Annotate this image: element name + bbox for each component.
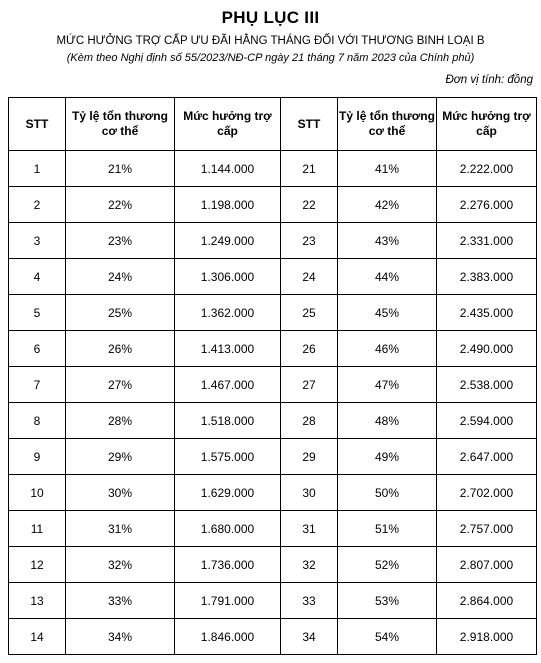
- cell-allowance: 2.276.000: [437, 187, 537, 223]
- cell-stt: 24: [281, 259, 338, 295]
- cell-stt: 7: [9, 367, 66, 403]
- cell-allowance: 1.680.000: [175, 511, 281, 547]
- cell-injury-rate: 31%: [66, 511, 175, 547]
- decree-note: (Kèm theo Nghị định số 55/2023/NĐ-CP ngày 21 tháng 7 năm 2023 của Chính phủ): [66, 52, 475, 64]
- table-row: [9, 511, 537, 547]
- table-row: [9, 475, 537, 511]
- table-row: [9, 547, 537, 583]
- cell-injury-rate: 42%: [338, 187, 437, 223]
- table-row: [9, 259, 537, 295]
- cell-injury-rate: 32%: [66, 547, 175, 583]
- cell-stt: 6: [9, 331, 66, 367]
- cell-stt: 14: [9, 619, 66, 655]
- cell-stt: 10: [9, 475, 66, 511]
- cell-injury-rate: 41%: [338, 151, 437, 187]
- cell-injury-rate: 22%: [66, 187, 175, 223]
- cell-stt: 27: [281, 367, 338, 403]
- allowance-table: [8, 97, 537, 655]
- cell-stt: 1: [9, 151, 66, 187]
- cell-stt: 26: [281, 331, 338, 367]
- cell-allowance: 2.918.000: [437, 619, 537, 655]
- cell-stt: 21: [281, 151, 338, 187]
- cell-stt: 22: [281, 187, 338, 223]
- header-stt: STT: [281, 98, 338, 151]
- cell-allowance: 1.736.000: [175, 547, 281, 583]
- cell-injury-rate: 24%: [66, 259, 175, 295]
- cell-stt: 25: [281, 295, 338, 331]
- cell-allowance: 1.518.000: [175, 403, 281, 439]
- cell-injury-rate: 30%: [66, 475, 175, 511]
- cell-stt: 29: [281, 439, 338, 475]
- cell-injury-rate: 28%: [66, 403, 175, 439]
- cell-injury-rate: 50%: [338, 475, 437, 511]
- cell-injury-rate: 25%: [66, 295, 175, 331]
- unit-label: Đơn vị tính: đồng: [445, 74, 533, 86]
- cell-injury-rate: 54%: [338, 619, 437, 655]
- cell-stt: 32: [281, 547, 338, 583]
- cell-allowance: 1.144.000: [175, 151, 281, 187]
- cell-stt: 8: [9, 403, 66, 439]
- cell-stt: 2: [9, 187, 66, 223]
- cell-stt: 3: [9, 223, 66, 259]
- cell-injury-rate: 46%: [338, 331, 437, 367]
- cell-allowance: 1.362.000: [175, 295, 281, 331]
- cell-allowance: 1.198.000: [175, 187, 281, 223]
- header-injury-rate: Tỷ lệ tổn thương cơ thể: [338, 98, 437, 151]
- cell-injury-rate: 53%: [338, 583, 437, 619]
- cell-stt: 12: [9, 547, 66, 583]
- cell-injury-rate: 44%: [338, 259, 437, 295]
- cell-allowance: 1.791.000: [175, 583, 281, 619]
- cell-injury-rate: 48%: [338, 403, 437, 439]
- cell-allowance: 2.807.000: [437, 547, 537, 583]
- table-row: [9, 619, 537, 655]
- cell-injury-rate: 33%: [66, 583, 175, 619]
- cell-allowance: 2.647.000: [437, 439, 537, 475]
- cell-injury-rate: 51%: [338, 511, 437, 547]
- cell-injury-rate: 49%: [338, 439, 437, 475]
- cell-stt: 31: [281, 511, 338, 547]
- cell-stt: 30: [281, 475, 338, 511]
- cell-injury-rate: 27%: [66, 367, 175, 403]
- cell-allowance: 1.575.000: [175, 439, 281, 475]
- cell-stt: 33: [281, 583, 338, 619]
- cell-allowance: 2.490.000: [437, 331, 537, 367]
- cell-injury-rate: 45%: [338, 295, 437, 331]
- cell-stt: 28: [281, 403, 338, 439]
- table-row: [9, 223, 537, 259]
- header-allowance: Mức hưởng trợ cấp: [175, 98, 281, 151]
- cell-allowance: 2.864.000: [437, 583, 537, 619]
- table-row: [9, 295, 537, 331]
- cell-stt: 34: [281, 619, 338, 655]
- table-row: [9, 367, 537, 403]
- table-row: [9, 439, 537, 475]
- cell-stt: 9: [9, 439, 66, 475]
- cell-stt: 5: [9, 295, 66, 331]
- header-allowance: Mức hưởng trợ cấp: [437, 98, 537, 151]
- cell-allowance: 1.249.000: [175, 223, 281, 259]
- cell-injury-rate: 43%: [338, 223, 437, 259]
- header-injury-rate: Tỷ lệ tổn thương cơ thể: [66, 98, 175, 151]
- cell-stt: 13: [9, 583, 66, 619]
- cell-injury-rate: 29%: [66, 439, 175, 475]
- cell-stt: 23: [281, 223, 338, 259]
- cell-injury-rate: 26%: [66, 331, 175, 367]
- cell-allowance: 2.435.000: [437, 295, 537, 331]
- cell-allowance: 2.331.000: [437, 223, 537, 259]
- cell-injury-rate: 23%: [66, 223, 175, 259]
- cell-injury-rate: 52%: [338, 547, 437, 583]
- cell-allowance: 1.846.000: [175, 619, 281, 655]
- table-row: [9, 583, 537, 619]
- cell-allowance: 2.222.000: [437, 151, 537, 187]
- page-subtitle: MỨC HƯỞNG TRỢ CẤP ƯU ĐÃI HẰNG THÁNG ĐỐI VỚI THƯƠNG BINH LOẠI B: [56, 35, 485, 47]
- cell-allowance: 1.306.000: [175, 259, 281, 295]
- cell-allowance: 2.383.000: [437, 259, 537, 295]
- cell-injury-rate: 34%: [66, 619, 175, 655]
- page-title: PHỤ LỤC III: [221, 8, 320, 27]
- cell-injury-rate: 21%: [66, 151, 175, 187]
- cell-allowance: 2.702.000: [437, 475, 537, 511]
- table-header-row: [9, 98, 537, 151]
- cell-allowance: 2.757.000: [437, 511, 537, 547]
- cell-allowance: 1.629.000: [175, 475, 281, 511]
- cell-allowance: 1.467.000: [175, 367, 281, 403]
- cell-allowance: 1.413.000: [175, 331, 281, 367]
- table-row: [9, 403, 537, 439]
- table-body: [9, 151, 537, 655]
- table-row: [9, 187, 537, 223]
- cell-allowance: 2.538.000: [437, 367, 537, 403]
- cell-allowance: 2.594.000: [437, 403, 537, 439]
- table-row: [9, 151, 537, 187]
- table-row: [9, 331, 537, 367]
- cell-injury-rate: 47%: [338, 367, 437, 403]
- header-stt: STT: [9, 98, 66, 151]
- cell-stt: 11: [9, 511, 66, 547]
- cell-stt: 4: [9, 259, 66, 295]
